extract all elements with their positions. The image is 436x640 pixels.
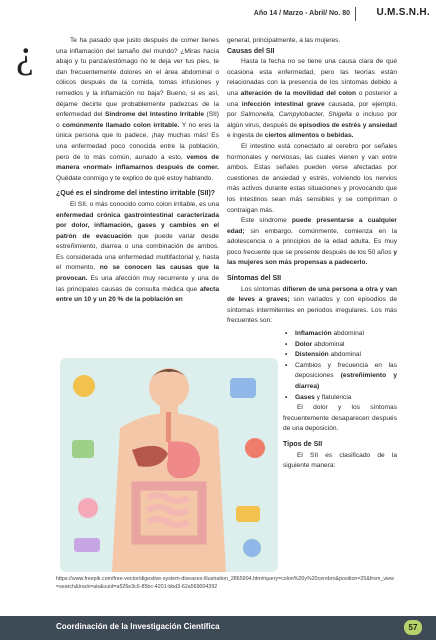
continued-paragraph: general, principalmente, a las mujeres. [227,37,341,44]
symptoms-note: El dolor y los síntomas frecuentemente desaparecen después de una deposición. [283,404,397,433]
symptoms-list [283,329,397,403]
page-footer [0,616,436,640]
list-item: • Dolor abdominal [283,340,397,351]
org-name: U.M.S.N.H. [376,7,430,18]
symptoms-intro: Los síntomas difieren de una persona a otra y van de leves a graves; son variados y con episodios de síntomas intermitentes en periodos irregulares. Los más frecuentes son: [227,285,397,325]
footer-label: Coordinación de la Investigación Científica [56,622,220,631]
header-divider [355,7,356,21]
age-paragraph: Este síndrome puede presentarse a cualquier edad; sin embargo, comúnmente, comienza en la adolescencia o a principios de la edad adulta. Es muy poco frecuente que se presente después de los 50 años y las mujeres son más propensas a padecerlo. [227,217,398,267]
list-item: • Distensión abdominal [283,350,397,361]
list-item: • Gases y flatulencia [283,393,397,404]
list-item: • Cambios y frecuencia en las deposiciones (estreñimiento y diarrea) [283,361,397,393]
list-item: • Inflamación abdominal [283,329,397,340]
intro-paragraph: Te ha pasado que justo después de comer tienes una inflamación del tamaño del mundo? ¿Miras hacia abajo y tu panza/estómago no te deja ver tus pies, te dan frecuentemente dolores en el área abdominal o cólicos después de la comida, tomas infusiones y remedios y la inflamación no baja? Bueno, si es así, déjame decirte que probablemente padezcas de la enfermedad del Síndrome del Intestino Irritable (SII) o comúnmente llamado colon irritable. Y no eres la única persona que lo padece, ¡hay muchas más! Es una enfermedad poco conocida entre la población, pero de lo más común, aunado a esto, vemos de manera «normal» inflamarnos después de comer. Quédate conmigo y te explico de qué estoy hablando. [56,37,220,182]
causes-paragraph: Hasta la fecha no se tiene una causa clara de qué ocasiona esta enfermedad, pero las teorías están relacionadas con la presencia de los síntomas debido a una alteración de la movilidad del colon o posterior a una infección intestinal grave causada, por ejemplo, por Salmonella, Campylobacter, Shigella o incluso por algún virus, después de episodios de estrés y ansiedad e ingesta de ciertos alimentos o bebidas. [227,58,397,140]
drop-cap: ¿ [16,31,34,76]
page-number-badge: 57 [404,620,422,635]
section-heading-causes: Causas del SII [227,47,275,55]
left-column [16,31,220,306]
page-header [0,4,430,22]
digestive-system-illustration [60,358,278,572]
body-figure-icon [60,358,278,572]
section-heading-types: Tipos de SII [283,440,323,448]
brain-gut-paragraph: El intestino está conectado al cerebro por señales hormonales y nerviosas, las cuales vienen y van entre ambos. Estas señales pueden verse afectadas por cuestiones de ansiedad y estrés, volviendo los nervios más activos durante estas situaciones y provocando que los intestinos sean más sensibles y se compriman o contraigan más. [227,142,397,214]
section-heading-what-is: ¿Qué es el síndrome del intestino irritable (SII)? [56,190,216,198]
section-heading-symptoms: Síntomas del SII [227,275,282,283]
types-paragraph: El SII es clasificado de la siguiente manera: [283,451,397,470]
issue-label: Año 14 / Marzo - Abril/ No. 80 [253,10,350,17]
definition-paragraph: El SII, o más conocido como colon irritable, es una enfermedad crónica gastrointestinal caracterizada por dolor, inflamación, gases y cambios en el patrón de evacuación que puede variar desde estreñimiento, diarrea o una combinación de ambos. Es considerada una enfermedad multifactorial y, hasta el momento, no se conocen las causas que la provocan. Es una afección muy recurrente y una de las principales causas de consulta médica que afecta entre un 10 y un 20 % de la población en [56,200,220,304]
image-source-link[interactable]: https://www.freepik.com/free-vector/digestive-system-diseases-illustration_2865904.htm#query=colon%20y%20cerebro&position=25&from_view=search&track=ais&uuid=a526e3c6-85bc-4201-bbd3-62a569004392 [56,576,394,590]
